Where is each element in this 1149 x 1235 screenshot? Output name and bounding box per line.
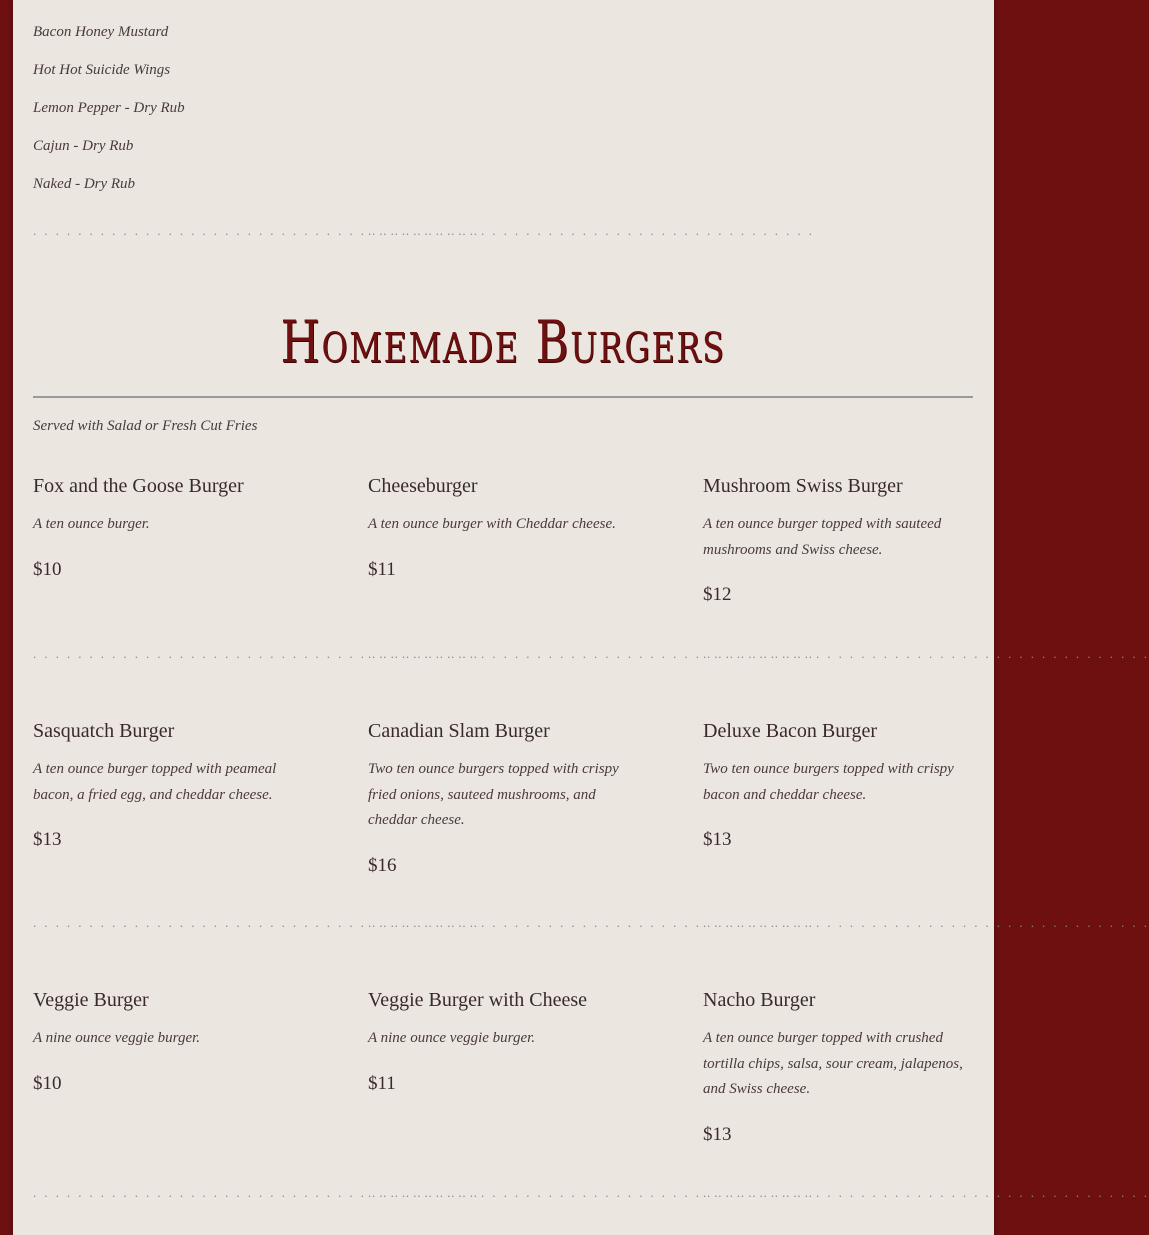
item-description: A nine ounce veggie burger. [33, 1030, 201, 1046]
dotted-separator: . . . . . . . . . . . . . . . . . . . . . . . . . . . . . . . . . . . . . . . . [703, 646, 1149, 661]
item-name: Fox and the Goose Burger [33, 475, 244, 497]
menu-item [368, 718, 643, 878]
item-description: A nine ounce veggie burger. [368, 1030, 536, 1046]
item-name: Deluxe Bacon Burger [703, 720, 878, 742]
dotted-separator: . . . . . . . . . . . . . . . . . . . . . . . . . . . . . . . . . . . . . . . . [368, 1185, 815, 1200]
section-subtitle: Served with Salad or Fresh Cut Fries [33, 418, 258, 434]
dotted-separator: . . . . . . . . . . . . . . . . . . . . . . . . . . . . . . . . . . . . . . . . [368, 223, 815, 238]
menu-item [33, 718, 308, 852]
item-description: A ten ounce burger with Cheddar cheese. [368, 516, 616, 532]
section-title: Homemade Burgers [280, 308, 726, 376]
menu-item [703, 987, 978, 1147]
sauce-item: Naked - Dry Rub [33, 176, 136, 192]
dotted-separator: . . . . . . . . . . . . . . . . . . . . . . . . . . . . . . . . . . . . . . . . [33, 1185, 480, 1200]
item-price: $10 [33, 1072, 62, 1094]
sauce-item: Hot Hot Suicide Wings [33, 62, 171, 78]
dotted-separator: . . . . . . . . . . . . . . . . . . . . . . . . . . . . . . . . . . . . . . . . [33, 646, 480, 661]
item-price: $13 [33, 829, 62, 850]
menu-item [33, 473, 308, 582]
menu-item [368, 473, 643, 582]
item-name: Sasquatch Burger [33, 720, 175, 742]
title-divider [33, 396, 973, 398]
item-price: $13 [703, 1123, 732, 1145]
item-price: $11 [368, 558, 396, 580]
item-name: Mushroom Swiss Burger [703, 475, 903, 497]
menu-item [368, 987, 643, 1096]
item-description: A ten ounce burger. [33, 516, 150, 532]
item-price: $11 [368, 1072, 396, 1094]
item-price: $10 [33, 558, 62, 580]
dotted-separator: . . . . . . . . . . . . . . . . . . . . . . . . . . . . . . . . . . . . . . . . [368, 646, 815, 661]
item-price: $12 [703, 584, 732, 605]
sauce-item: Cajun - Dry Rub [33, 138, 134, 154]
dotted-separator: . . . . . . . . . . . . . . . . . . . . . . . . . . . . . . . . . . . . . . . . [33, 915, 480, 930]
item-name: Cheeseburger [368, 475, 478, 497]
menu-page [13, 0, 1149, 1235]
sauce-item: Lemon Pepper - Dry Rub [33, 100, 185, 116]
item-description: Two ten ounce burgers topped with crispy fried onions, sauteed mushrooms, and cheddar cheese. [368, 761, 619, 828]
item-price: $13 [703, 829, 732, 850]
menu-item [703, 473, 978, 607]
item-description: A ten ounce burger topped with crushed tortilla chips, salsa, sour cream, jalapenos, and Swiss cheese. [703, 1030, 963, 1097]
dotted-separator: . . . . . . . . . . . . . . . . . . . . . . . . . . . . . . . . . . . . . . . . [703, 1185, 1149, 1200]
item-description: Two ten ounce burgers topped with crispy bacon and cheddar cheese. [703, 761, 954, 803]
item-name: Nacho Burger [703, 989, 816, 1011]
item-description: A ten ounce burger topped with peameal bacon, a fried egg, and cheddar cheese. [33, 761, 277, 803]
item-description: A ten ounce burger topped with sauteed mushrooms and Swiss cheese. [703, 516, 942, 558]
item-name: Veggie Burger [33, 989, 149, 1011]
item-name: Veggie Burger with Cheese [368, 989, 588, 1011]
dotted-separator: . . . . . . . . . . . . . . . . . . . . . . . . . . . . . . . . . . . . . . . . [33, 223, 480, 238]
item-price: $16 [368, 854, 397, 876]
wing-sauce-list [33, 20, 185, 210]
item-name: Canadian Slam Burger [368, 720, 550, 742]
menu-item [703, 718, 978, 852]
dotted-separator: . . . . . . . . . . . . . . . . . . . . . . . . . . . . . . . . . . . . . . . . [703, 915, 1149, 930]
sauce-item: Bacon Honey Mustard [33, 24, 169, 40]
menu-item [33, 987, 308, 1096]
dotted-separator: . . . . . . . . . . . . . . . . . . . . . . . . . . . . . . . . . . . . . . . . [368, 915, 815, 930]
